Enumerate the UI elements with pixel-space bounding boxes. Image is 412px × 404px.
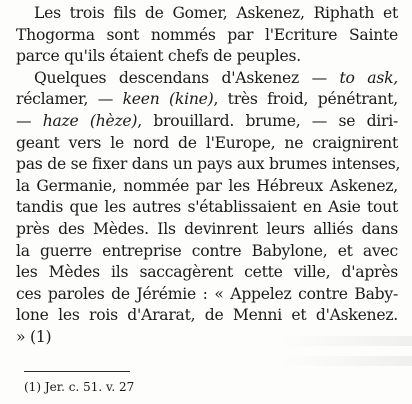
- text-line: pas de se fixer dans un pays aux brumes intenses,: [16, 155, 401, 174]
- italic-term: haze (hèze): [42, 111, 138, 130]
- reverse-page-bleed: [282, 356, 412, 366]
- footnote: (1) Jer. c. 51. v. 27: [24, 380, 135, 394]
- text-line: tandis que les autres s'établissaient en Asie tout: [16, 198, 398, 217]
- italic-term: to ask,: [339, 68, 398, 87]
- text-line: les Mèdes ils saccagèrent cette ville, d'après: [16, 263, 398, 282]
- text-run: , très froid, pénétrant,: [213, 90, 398, 109]
- text-line: la guerre entreprise contre Babylone, et avec: [16, 241, 398, 260]
- text-line: parce qu'ils étaient chefs de peuples.: [16, 47, 301, 66]
- text-line: geant vers le nord de l'Europe, ne craignirent: [16, 133, 398, 152]
- text-run: réclamer, —: [16, 90, 123, 109]
- text-run: Quelques descendans d'Askenez —: [34, 68, 340, 87]
- text-line: [16, 89, 398, 111]
- text-line: la Germanie, nommée par les Hébreux Askenez,: [16, 176, 398, 195]
- text-line: ces paroles de Jérémie : « Appelez contre Baby-: [16, 284, 398, 303]
- text-run: —: [16, 111, 43, 130]
- italic-term: keen (kine): [122, 90, 214, 109]
- text-line: lone les rois d'Ararat, de Menni et d'Askenez.: [16, 306, 398, 325]
- text-line: Les trois fils de Gomer, Askenez, Riphath et: [34, 4, 398, 22]
- text-line: Thogorma sont nommés par l'Ecriture Sainte: [16, 25, 398, 44]
- text-run: , brouillard. brume, — se diri-: [137, 111, 398, 130]
- text-line: [16, 111, 398, 133]
- body-text: [16, 3, 401, 349]
- text-line: » (1): [16, 327, 52, 346]
- text-line: près des Mèdes. Ils devinrent leurs alliés dans: [16, 219, 398, 238]
- text-line: [16, 68, 398, 90]
- footnote-divider: [24, 371, 130, 372]
